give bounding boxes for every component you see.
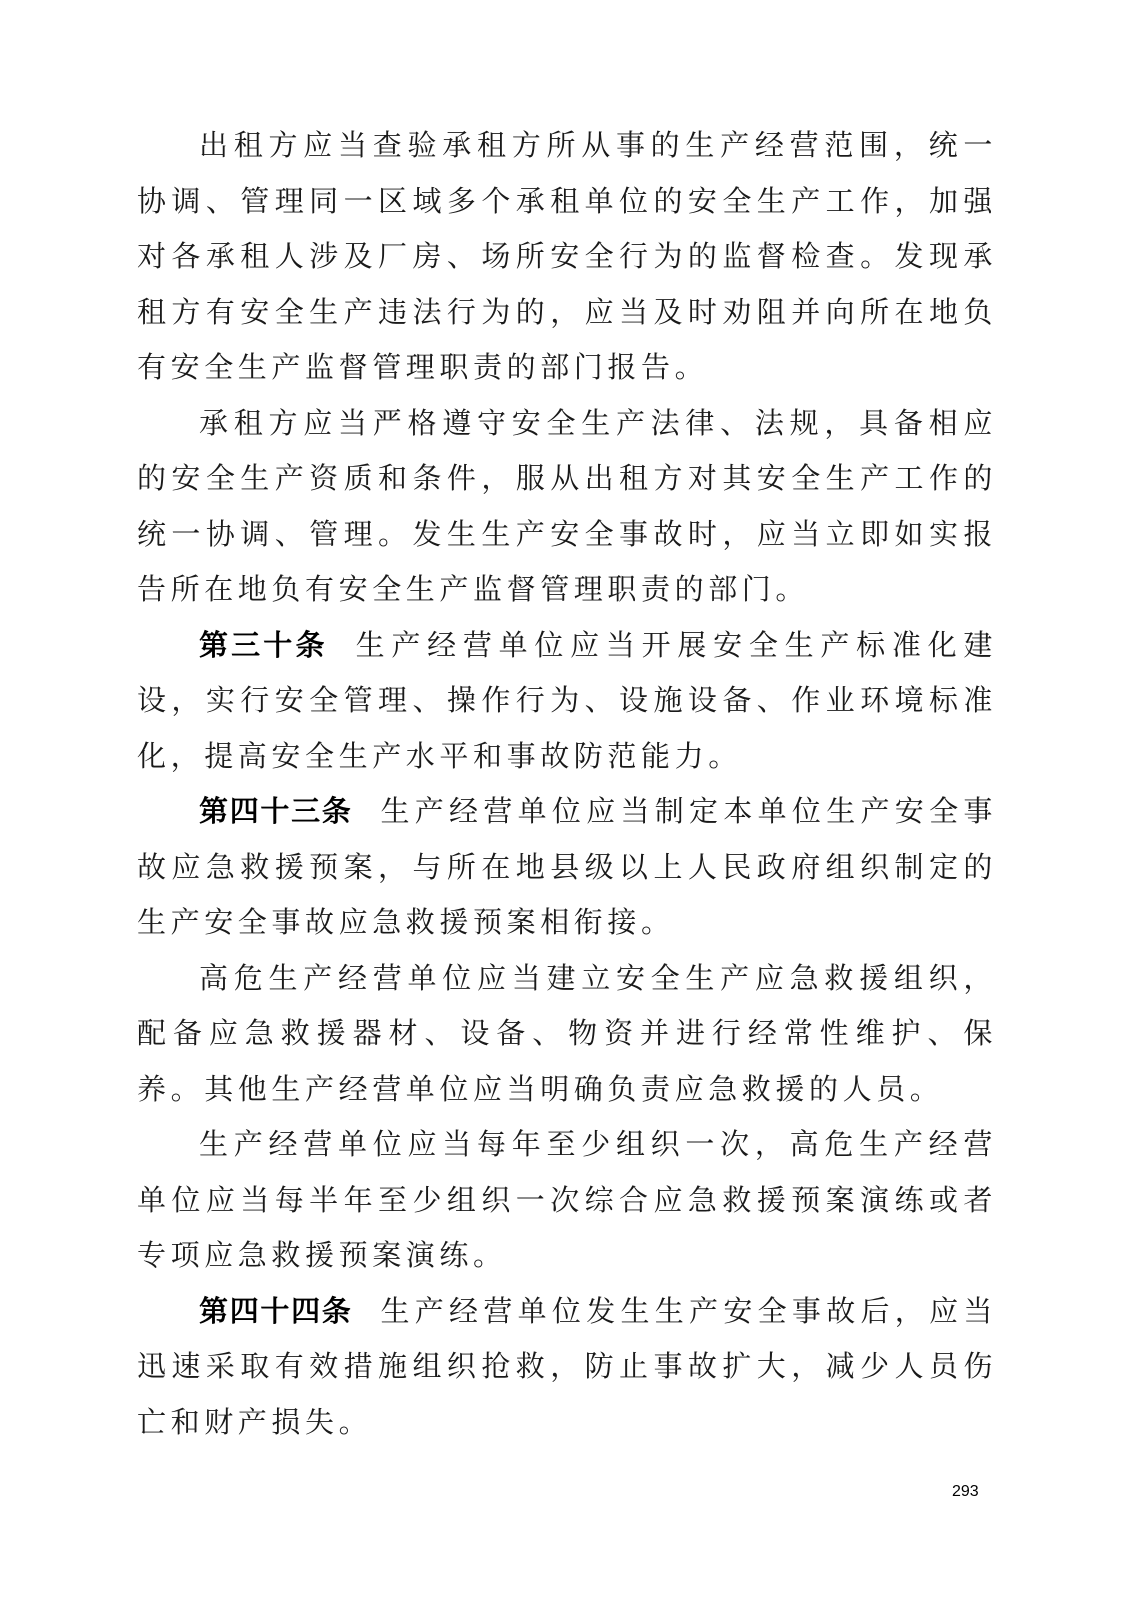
- article-number: 第四十四条: [199, 1293, 353, 1328]
- paragraph-text: 生产经营单位应当开展安全生产标准化建设，实行安全管理、操作行为、设施设备、作业环境标准化，提高安全生产水平和事故防范能力。: [137, 627, 997, 773]
- paragraph-emergency-drills: [137, 1117, 997, 1284]
- paragraph-text: 生产经营单位应当制定本单位生产安全事故应急救援预案，与所在地县级以上人民政府组织制定的生产安全事故应急救援预案相衔接。: [137, 794, 997, 939]
- paragraph-emergency-organization: [137, 951, 997, 1118]
- paragraph-text: 高危生产经营单位应当建立安全生产应急救援组织，配备应急救援器材、设备、物资并进行经常性维护、保养。其他生产经营单位应当明确负责应急救援的人员。: [137, 960, 997, 1106]
- paragraph-text: 承租方应当严格遵守安全生产法律、法规，具备相应的安全生产资质和条件，服从出租方对其安全生产工作的统一协调、管理。发生生产安全事故时，应当立即如实报告所在地负有安全生产监督管理职责的部门。: [137, 405, 997, 606]
- document-body: [137, 118, 997, 1450]
- article-number: 第三十条: [199, 627, 328, 662]
- article-43: [137, 784, 997, 951]
- paragraph-lessee-duties: [137, 396, 997, 618]
- paragraph-text: 生产经营单位发生生产安全事故后，应当迅速采取有效措施组织抢救，防止事故扩大，减少人员伤亡和财产损失。: [137, 1293, 997, 1439]
- paragraph-text: 出租方应当查验承租方所从事的生产经营范围，统一协调、管理同一区域多个承租单位的安全生产工作，加强对各承租人涉及厂房、场所安全行为的监督检查。发现承租方有安全生产违法行为的，应当及时劝阻并向所在地负有安全生产监督管理职责的部门报告。: [137, 128, 997, 384]
- article-44: [137, 1284, 997, 1451]
- article-number: 第四十三条: [199, 794, 353, 828]
- paragraph-lessor-duties: [137, 118, 997, 396]
- page-number: 293: [952, 1483, 979, 1500]
- article-30: [137, 618, 997, 785]
- paragraph-text: 生产经营单位应当每年至少组织一次，高危生产经营单位应当每半年至少组织一次综合应急救援预案演练或者专项应急救援预案演练。: [137, 1127, 997, 1272]
